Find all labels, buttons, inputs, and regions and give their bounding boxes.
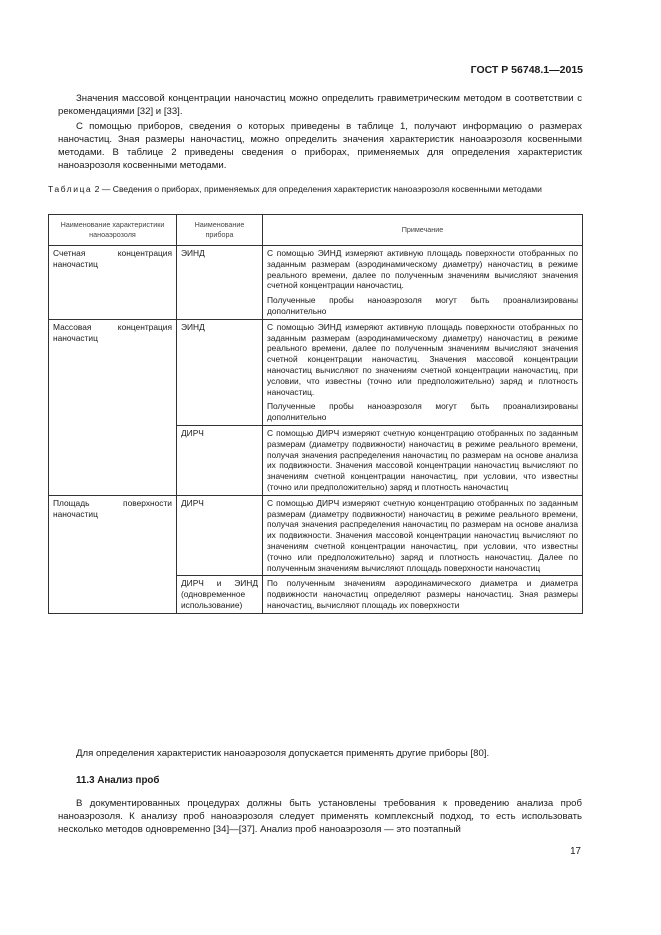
table-row [49,495,583,576]
cell-note: С помощью ЭИНД измеряют активную площадь поверхности отобранных по заданным размерам (аэродинамическому диаметру) наночастиц в режиме реального времени, далее по полученным значениям вычисляют значения счетной концентрации наночастиц. [267,248,578,291]
header-characteristic: Наименование характеристики наноаэрозоля [49,215,177,246]
paragraph-indirect-methods: С помощью приборов, сведения о которых приведены в таблице 1, получают информацию о размерах наночастиц. Зная размеры наночастиц, можно определить значения характеристик наноаэрозоля косвенными методами. В таблице 2 приведены сведения о приборах, применяемых для определения характеристик наноаэрозоля косвенными методами. [58,121,582,172]
cell-device: ДИРЧ и ЭИНД (одновременное использование) [177,576,263,613]
table-caption-text: 2 — Сведения о приборах, применяемых для определения характеристик наноаэрозоля косвенными методами [92,184,542,194]
table-caption-label: Таблица [48,184,93,194]
cell-characteristic: Счетная концентрация наночастиц [53,248,172,269]
cell-device: ДИРЧ [177,495,263,576]
cell-note: С помощью ЭИНД измеряют активную площадь поверхности отобранных по заданным размерам (аэродинамическому диаметру) наночастиц в режиме реального времени, далее по полученным значениям вычисляют значения счетной концентрации наночастиц. Значения массовой концентрации наночастиц вычисляют по значениям счетной концентрации наночастиц, при условии, что известны (точно или предположительно) заряд и плотность наночастиц. [267,321,578,397]
cell-note-extra: Полученные пробы наноаэрозоля могут быть проанализированы дополнительно [267,295,578,316]
cell-characteristic: Массовая концентрация наночастиц [53,321,172,343]
cell-device: ЭИНД [177,319,263,425]
cell-note: По полученным значениям аэродинамического диаметра и диаметра подвижности наночастиц определяют размеры наночастиц. Зная размеры наночастиц, вычисляют площадь их поверхности [267,578,578,610]
header-note: Примечание [263,215,583,246]
table-row [49,319,583,425]
paragraph-other-devices: Для определения характеристик наноаэрозоля допускается применять другие приборы [80]. [76,748,490,759]
section-heading: 11.3 Анализ проб [76,775,160,786]
cell-device: ЭИНД [177,246,263,320]
header-device: Наименование прибора [177,215,263,246]
table-row [49,246,583,320]
page-number: 17 [570,846,581,857]
paragraph-sample-analysis: В документированных процедурах должны быть установлены требования к проведению анализа проб наноаэрозоля. К анализу проб наноаэрозоля следует применять комплексный подход, то есть использовать несколько методов одновременно [34]—[37]. Анализ проб наноаэрозоля — это поэтапный [58,798,582,836]
cell-note-extra: Полученные пробы наноаэрозоля могут быть проанализированы дополнительно [267,401,578,423]
cell-characteristic: Площадь поверхности наночастиц [53,497,172,519]
cell-note: С помощью ДИРЧ измеряют счетную концентрацию отобранных по заданным размерам (диаметру подвижности) наночастиц в режиме реального времени, получая значения распределения наночастиц по размерам на основе анализа их подвижности. Значения массовой концентрации наночастиц вычисляют по значениям счетной концентрации наночастиц, при условии, что известны (точно или предположительно) заряд и плотность наночастиц [267,427,578,492]
cell-note: С помощью ДИРЧ измеряют счетную концентрацию отобранных по заданным размерам (диаметру подвижности) наночастиц в режиме реального времени, получая значения распределения наночастиц по размерам на основе анализа их подвижности. Значения массовой концентрации наночастиц вычисляют по значениям счетной концентрации наночастиц, при условии, что известны (точно или предположительно) заряд и плотность наночастиц. Далее по полученным значениям вычисляют площадь поверхности наночастиц [267,497,578,573]
devices-table [48,214,583,614]
standard-header: ГОСТ Р 56748.1—2015 [470,64,583,76]
table-caption [48,184,582,195]
cell-device: ДИРЧ [177,425,263,495]
table-header-row [49,215,583,246]
paragraph-gravimetric: Значения массовой концентрации наночастиц можно определить гравиметрическим методом в соответствии с рекомендациями [32] и [33]. [58,93,582,118]
